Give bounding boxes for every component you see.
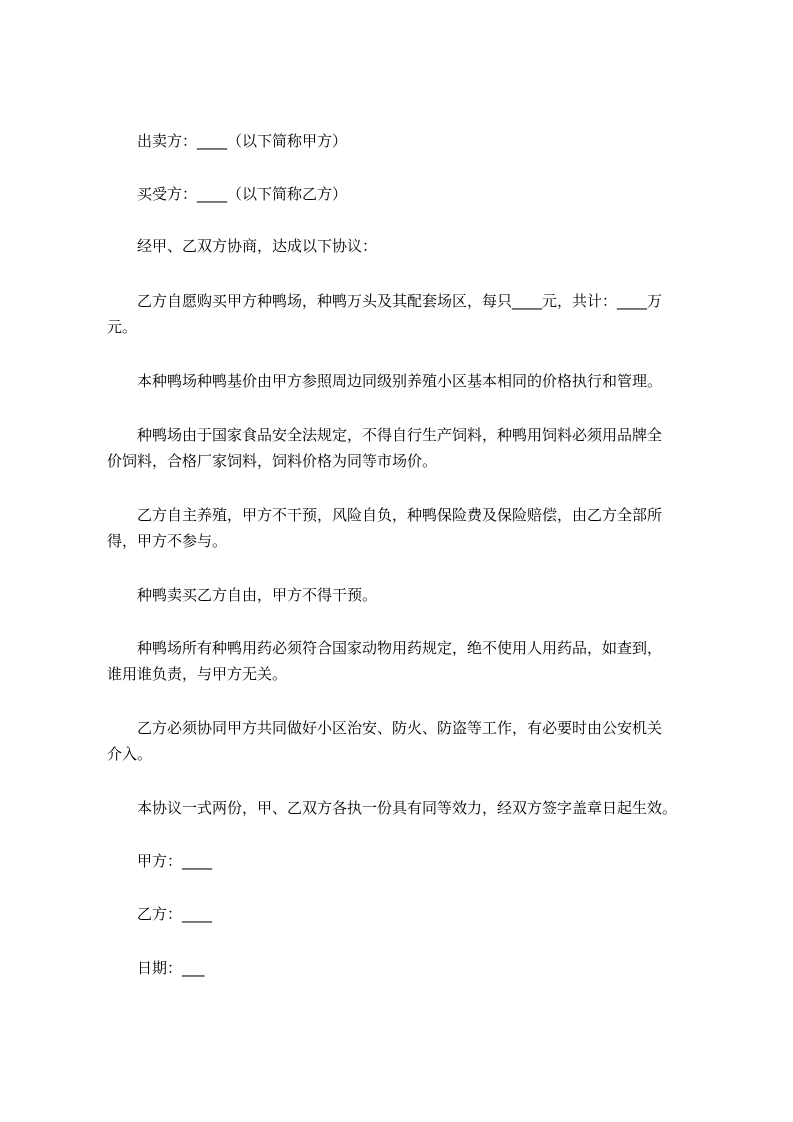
party-b-signature: 乙方：____ <box>137 905 213 923</box>
seller-line: 出卖方：____（以下简称甲方） <box>137 132 348 150</box>
clause-1 <box>107 288 707 340</box>
clause-3 <box>107 422 707 474</box>
buyer-line: 买受方：____（以下简称乙方） <box>137 185 348 203</box>
clause-2 <box>107 368 707 394</box>
party-a-signature: 甲方：____ <box>137 852 213 870</box>
date-line: 日期：___ <box>137 959 205 977</box>
clause-3-line-1: 种鸭场由于国家食品安全法规定，不得自行生产饲料，种鸭用饲料必须用品牌全 <box>137 426 663 444</box>
clause-1-line-1: 乙方自愿购买甲方种鸭场，种鸭万头及其配套场区，每只____元，共计：____万 <box>137 292 663 310</box>
clause-1-line-2: 元。 <box>107 318 138 336</box>
clause-8 <box>107 795 707 821</box>
clause-2-line-1: 本种鸭场种鸭基价由甲方参照周边同级别养殖小区基本相同的价格执行和管理。 <box>137 372 663 390</box>
clause-7-line-1: 乙方必须协同甲方共同做好小区治安、防火、防盗等工作，有必要时由公安机关 <box>137 719 663 737</box>
clause-4 <box>107 502 707 554</box>
clause-4-line-1: 乙方自主养殖，甲方不干预，风险自负，种鸭保险费及保险赔偿，由乙方全部所 <box>137 506 663 524</box>
clause-6 <box>107 635 707 687</box>
intro-line: 经甲、乙双方协商，达成以下协议： <box>137 237 378 255</box>
clause-7 <box>107 715 707 767</box>
clause-3-line-2: 价饲料，合格厂家饲料，饲料价格为同等市场价。 <box>107 452 438 470</box>
clause-6-line-1: 种鸭场所有种鸭用药必须符合国家动物用药规定，绝不使用人用药品，如查到， <box>137 639 663 657</box>
clause-7-line-2: 介入。 <box>107 745 153 763</box>
clause-5-line-1: 种鸭卖买乙方自由，甲方不得干预。 <box>137 586 378 604</box>
clause-4-line-2: 得，甲方不参与。 <box>107 532 228 550</box>
clause-5 <box>107 582 707 608</box>
clause-8-line-1: 本协议一式两份，甲、乙双方各执一份具有同等效力，经双方签字盖章日起生效。 <box>137 799 678 817</box>
clause-6-line-2: 谁用谁负责，与甲方无关。 <box>107 665 288 683</box>
